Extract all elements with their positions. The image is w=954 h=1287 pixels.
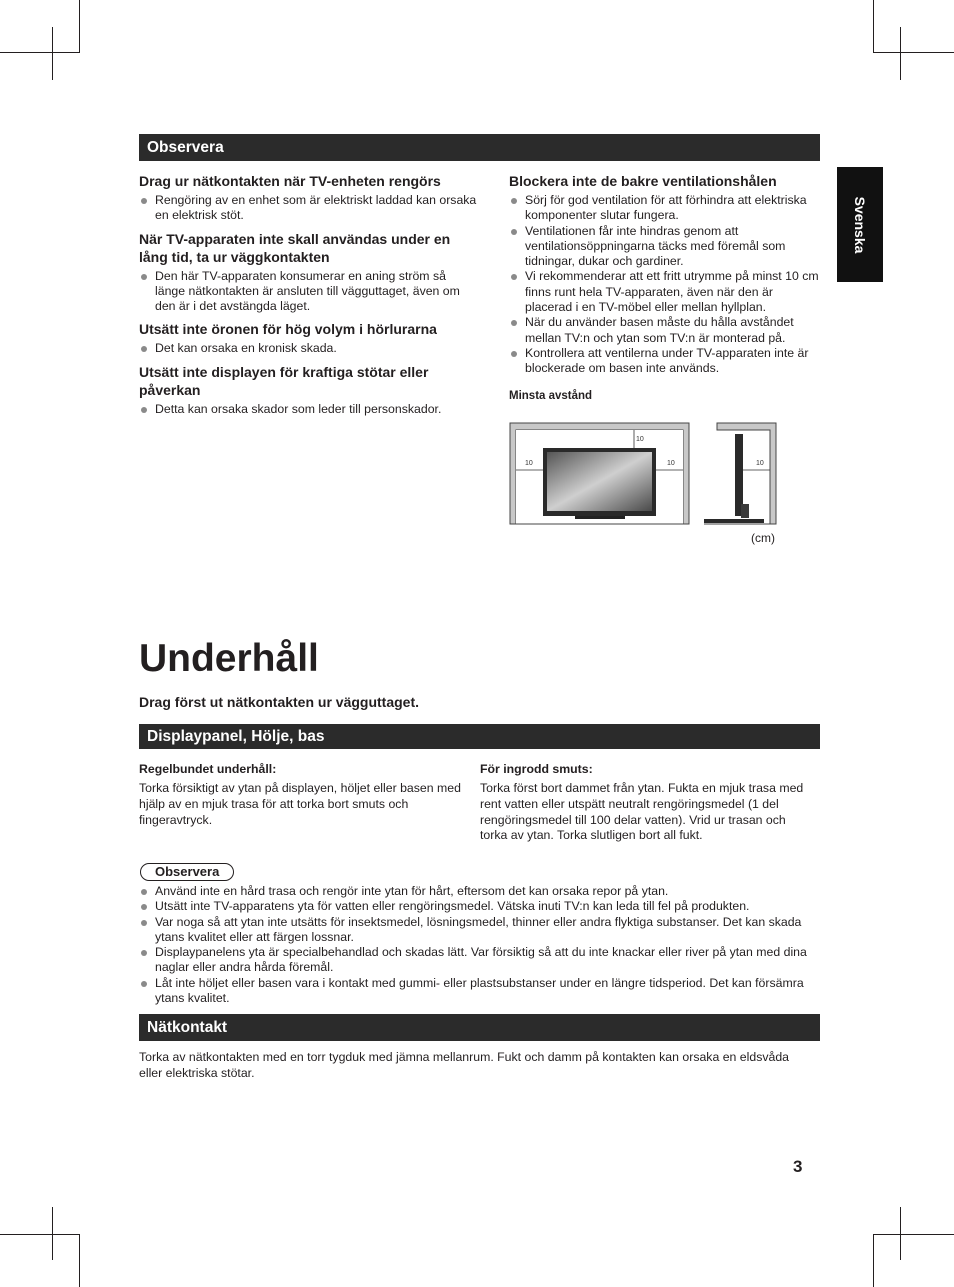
dim-side-label: 10 [756,460,764,467]
unit-label: (cm) [751,531,775,545]
crop-mark [873,0,874,52]
bullet-item: Det kan orsaka en kronisk skada. [139,341,479,356]
natkontakt-text: Torka av nätkontakten med en torr tygduk med jämna mellanrum. Fukt och damm på kontakten kan orsaka en eldsvåda eller elektriska stötar. [139,1050,790,1080]
stubborn-text: Torka först bort dammet från ytan. Fukta en mjuk trasa med rent vatten eller utspätt neutralt rengöringsmedel (1 del rengöringsmedel till 100 delar vatten). Vrid ur trasan och torka av ytan. Torka slutligen bort all fukt. [480,781,804,843]
caution-heading: När TV-apparaten inte skall användas under en lång tid, ta ur väggkontakten [139,230,451,265]
crop-mark [873,1234,954,1235]
stubborn-dirt [480,761,810,844]
caution-item [139,172,479,224]
crop-mark [52,1207,53,1260]
caution-heading: Utsätt inte öronen för hög volym i hörlurarna [139,321,437,338]
language-tab-label: Svenska [852,196,868,253]
page-number: 3 [793,1157,803,1176]
natkontakt-body [139,1050,809,1082]
dim-top-label: 10 [636,436,644,443]
crop-mark [0,1234,80,1235]
intro-text: Drag först ut nätkontakten ur vägguttaget. [139,694,420,710]
caution-item [139,363,479,417]
crop-mark [79,1234,80,1287]
bullet-item: Sörj för god ventilation för att förhindra att elektriska komponenter slutar fungera. [509,193,821,224]
bullet-item: Ventilationen får inte hindras genom att ventilationsöppningarna täcks med föremål som tidningar, dukar och gardiner. [509,224,821,270]
page-title: Underhåll [139,637,319,680]
language-tab [837,167,883,282]
regular-heading: Regelbundet underhåll: [139,762,277,776]
bullet-item: När du använder basen måste du hålla avståndet mellan TV:n och ytan som TV:n är monterad på. [509,315,821,346]
bullet-item: Utsätt inte TV-apparatens yta för vatten eller rengöringsmedel. Vätska inuti TV:n kan leda till fel på produkten. [139,899,820,914]
caution-box [139,863,820,1012]
natkontakt-header: Nätkontakt [139,1014,820,1041]
observera-left-column [139,172,479,423]
bullet-item: Rengöring av en enhet som är elektriskt laddad kan orsaka en elektrisk stöt. [139,193,479,224]
dim-left-label: 10 [525,460,533,467]
observera-right-column [509,172,821,383]
crop-mark [873,52,954,53]
crop-mark [900,1207,901,1260]
caution-item [139,320,479,356]
caution-item [139,230,479,315]
bullet-item: Displaypanelens yta är specialbehandlad och skadas lätt. Var försiktig så att du inte knackar eller river på ytan med dina naglar eller andra hårda föremål. [139,945,820,976]
bullet-item: Vi rekommenderar att ett fritt utrymme på minst 10 cm finns runt hela TV-apparaten, även när den är placerad i en TV-möbel eller mellan hyllplan. [509,269,821,315]
bullet-item: Var noga så att ytan inte utsätts för insektsmedel, lösningsmedel, thinner eller andra flyktiga substanser. Det kan skada ytans kvalitet eller att färgen lossnar. [139,915,820,946]
bullet-item: Använd inte en hård trasa och rengör inte ytan för hårt, eftersom det kan orsaka repor på ytan. [139,884,820,899]
bullet-item: Kontrollera att ventilerna under TV-apparaten inte är blockerade om basen inte används. [509,346,821,377]
caution-label: Observera [140,863,234,881]
crop-mark [27,52,53,53]
caution-heading: Drag ur nätkontakten när TV-enheten rengörs [139,173,441,189]
ventilation-heading: Blockera inte de bakre ventilationshålen [509,173,777,189]
bullet-item: Detta kan orsaka skador som leder till personskador. [139,402,479,417]
observera-header: Observera [139,134,820,161]
bullet-item: Den här TV-apparaten konsumerar en aning ström så länge nätkontakten är ansluten till vägguttaget, även om den är i det avstängda läget. [139,269,479,315]
dim-right-label: 10 [667,460,675,467]
caution-heading: Utsätt inte displayen för kraftiga stötar eller påverkan [139,363,429,398]
crop-mark [52,27,53,80]
crop-mark [900,27,901,80]
regular-text: Torka försiktigt av ytan på displayen, höljet eller basen med hjälp av en mjuk trasa för att torka bort smuts och fingeravtryck. [139,781,461,827]
regular-maintenance [139,761,464,828]
bullet-item: Låt inte höljet eller basen vara i kontakt med gummi- eller plastsubstanser under en längre tidsperiod. Det kan försämra ytans kvalitet. [139,976,820,1007]
clearance-illustration [505,418,785,530]
crop-mark [873,1234,874,1287]
figure-title: Minsta avstånd [509,390,593,402]
stubborn-heading: För ingrodd smuts: [480,762,593,776]
crop-mark [79,0,80,52]
display-section-header: Displaypanel, Hölje, bas [139,724,820,749]
